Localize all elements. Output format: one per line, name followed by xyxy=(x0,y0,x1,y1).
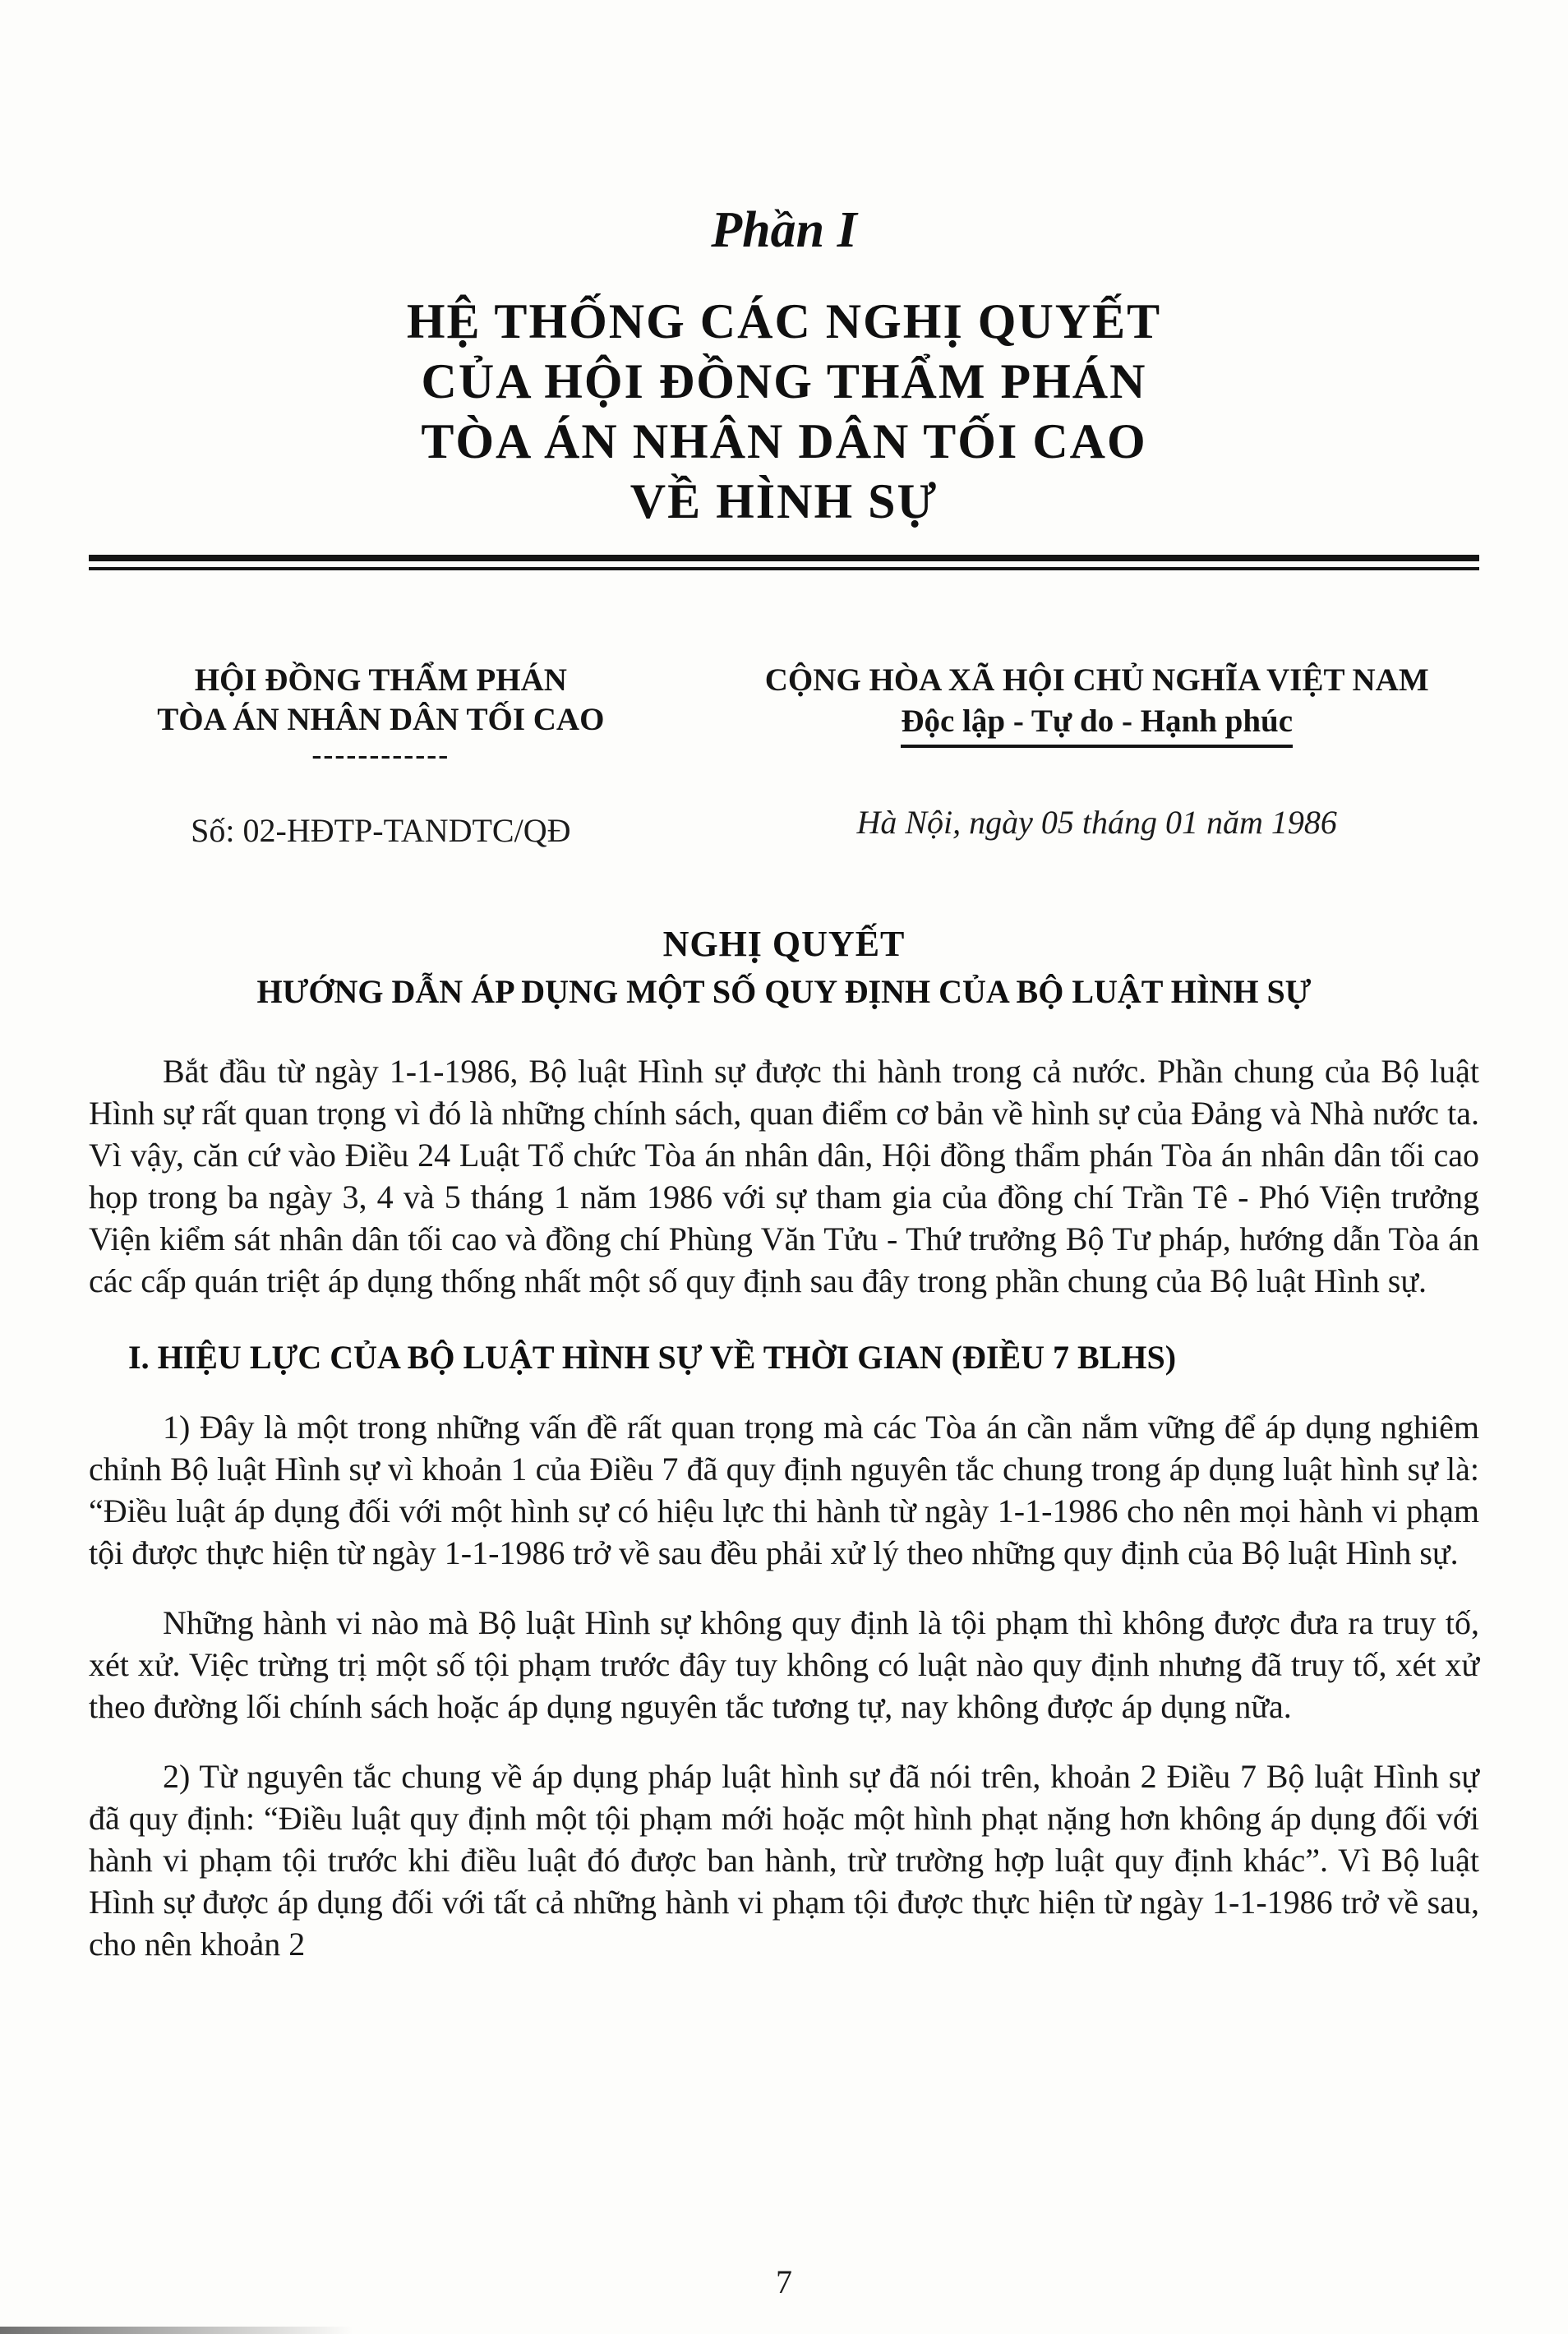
authority-name-line-2: TÒA ÁN NHÂN DÂN TỐI CAO xyxy=(157,701,605,737)
body-paragraph-2: Những hành vi nào mà Bộ luật Hình sự không quy định là tội phạm thì không được đưa ra truy tố, xét xử. Việc trừng trị một số tội phạm trước đây tuy không có luật nào quy định nhưng đã truy tố, xét xử theo đường lối chính sách hoặc áp dụng nguyên tắc tương tự, nay không được áp dụng nữa. xyxy=(89,1603,1479,1725)
page-number: 7 xyxy=(776,2263,792,2300)
authority-name-line-1: HỘI ĐỒNG THẨM PHÁN xyxy=(194,662,567,698)
main-title-line-4: VỀ HÌNH SỰ xyxy=(630,473,938,528)
main-title-line-1: HỆ THỐNG CÁC NGHỊ QUYẾT xyxy=(406,293,1162,348)
national-motto-block xyxy=(714,661,1479,843)
body-paragraph-3: 2) Từ nguyên tắc chung về áp dụng pháp luật hình sự đã nói trên, khoản 2 Điều 7 Bộ luật Hình sự đã quy định: “Điều luật quy định một tội phạm mới hoặc một hình phạt nặng hơn không áp dụng đối với hành vi phạm tội trước khi điều luật đó được ban hành, trừ trường hợp luật quy định khác”. Vì Bộ luật Hình sự được áp dụng đối với tất cả những hành vi phạm tội được thực hiện từ ngày 1-1-1986 trở về sau, cho nên khoản 2 xyxy=(89,1757,1479,1963)
body-paragraph-1: 1) Đây là một trong những vấn đề rất quan trọng mà các Tòa án cần nắm vững để áp dụng nghiêm chỉnh Bộ luật Hình sự vì khoản 1 của Điều 7 đã quy định nguyên tắc chung trong áp dụng luật hình sự là: “Điều luật áp dụng đối với một hình sự có hiệu lực thi hành từ ngày 1-1-1986 cho nên mọi hành vi phạm tội được thực hiện từ ngày 1-1-1986 trở về sau đều phải xử lý theo những quy định của Bộ luật Hình sự. xyxy=(89,1408,1479,1571)
title-divider-rule xyxy=(89,555,1479,570)
main-title-line-2: CỦA HỘI ĐỒNG THẨM PHÁN xyxy=(421,353,1147,408)
resolution-title: NGHỊ QUYẾT xyxy=(662,923,906,964)
part-label: Phần I xyxy=(711,202,857,258)
document-number: Số: 02-HĐTP-TANDTC/QĐ xyxy=(191,811,571,849)
national-motto: Độc lập - Tự do - Hạnh phúc xyxy=(901,702,1293,748)
section-heading: I. HIỆU LỰC CỦA BỘ LUẬT HÌNH SỰ VỀ THỜI GIAN (ĐIỀU 7 BLHS) xyxy=(128,1338,1177,1376)
national-title: CỘNG HÒA XÃ HỘI CHỦ NGHĨA VIỆT NAM xyxy=(764,662,1429,698)
intro-paragraph: Bắt đầu từ ngày 1-1-1986, Bộ luật Hình sự được thi hành trong cả nước. Phần chung của Bộ luật Hình sự rất quan trọng vì đó là những chính sách, quan điểm cơ bản về hình sự của Đảng và Nhà nước ta. Vì vậy, căn cứ vào Điều 24 Luật Tổ chức Tòa án nhân dân, Hội đồng thẩm phán Tòa án nhân dân tối cao họp trong ba ngày 3, 4 và 5 tháng 1 năm 1986 với sự tham gia của đồng chí Trần Tê - Phó Viện trưởng Viện kiểm sát nhân dân tối cao và đồng chí Phùng Văn Tửu - Thứ trưởng Bộ Tư pháp, hướng dẫn Tòa án các cấp quán triệt áp dụng thống nhất một số quy định sau đây trong phần chung của Bộ luật Hình sự. xyxy=(89,1052,1479,1299)
main-title-line-3: TÒA ÁN NHÂN DÂN TỐI CAO xyxy=(421,413,1147,468)
letterhead-separator: ------------ xyxy=(311,737,450,771)
scan-edge-artifact xyxy=(0,2327,353,2334)
place-date-line: Hà Nội, ngày 05 tháng 01 năm 1986 xyxy=(856,803,1337,841)
letterhead xyxy=(89,661,1479,851)
resolution-subtitle: HƯỚNG DẪN ÁP DỤNG MỘT SỐ QUY ĐỊNH CỦA BỘ LUẬT HÌNH SỰ xyxy=(256,972,1312,1010)
main-title xyxy=(89,292,1479,532)
issuing-authority-block xyxy=(89,661,673,851)
